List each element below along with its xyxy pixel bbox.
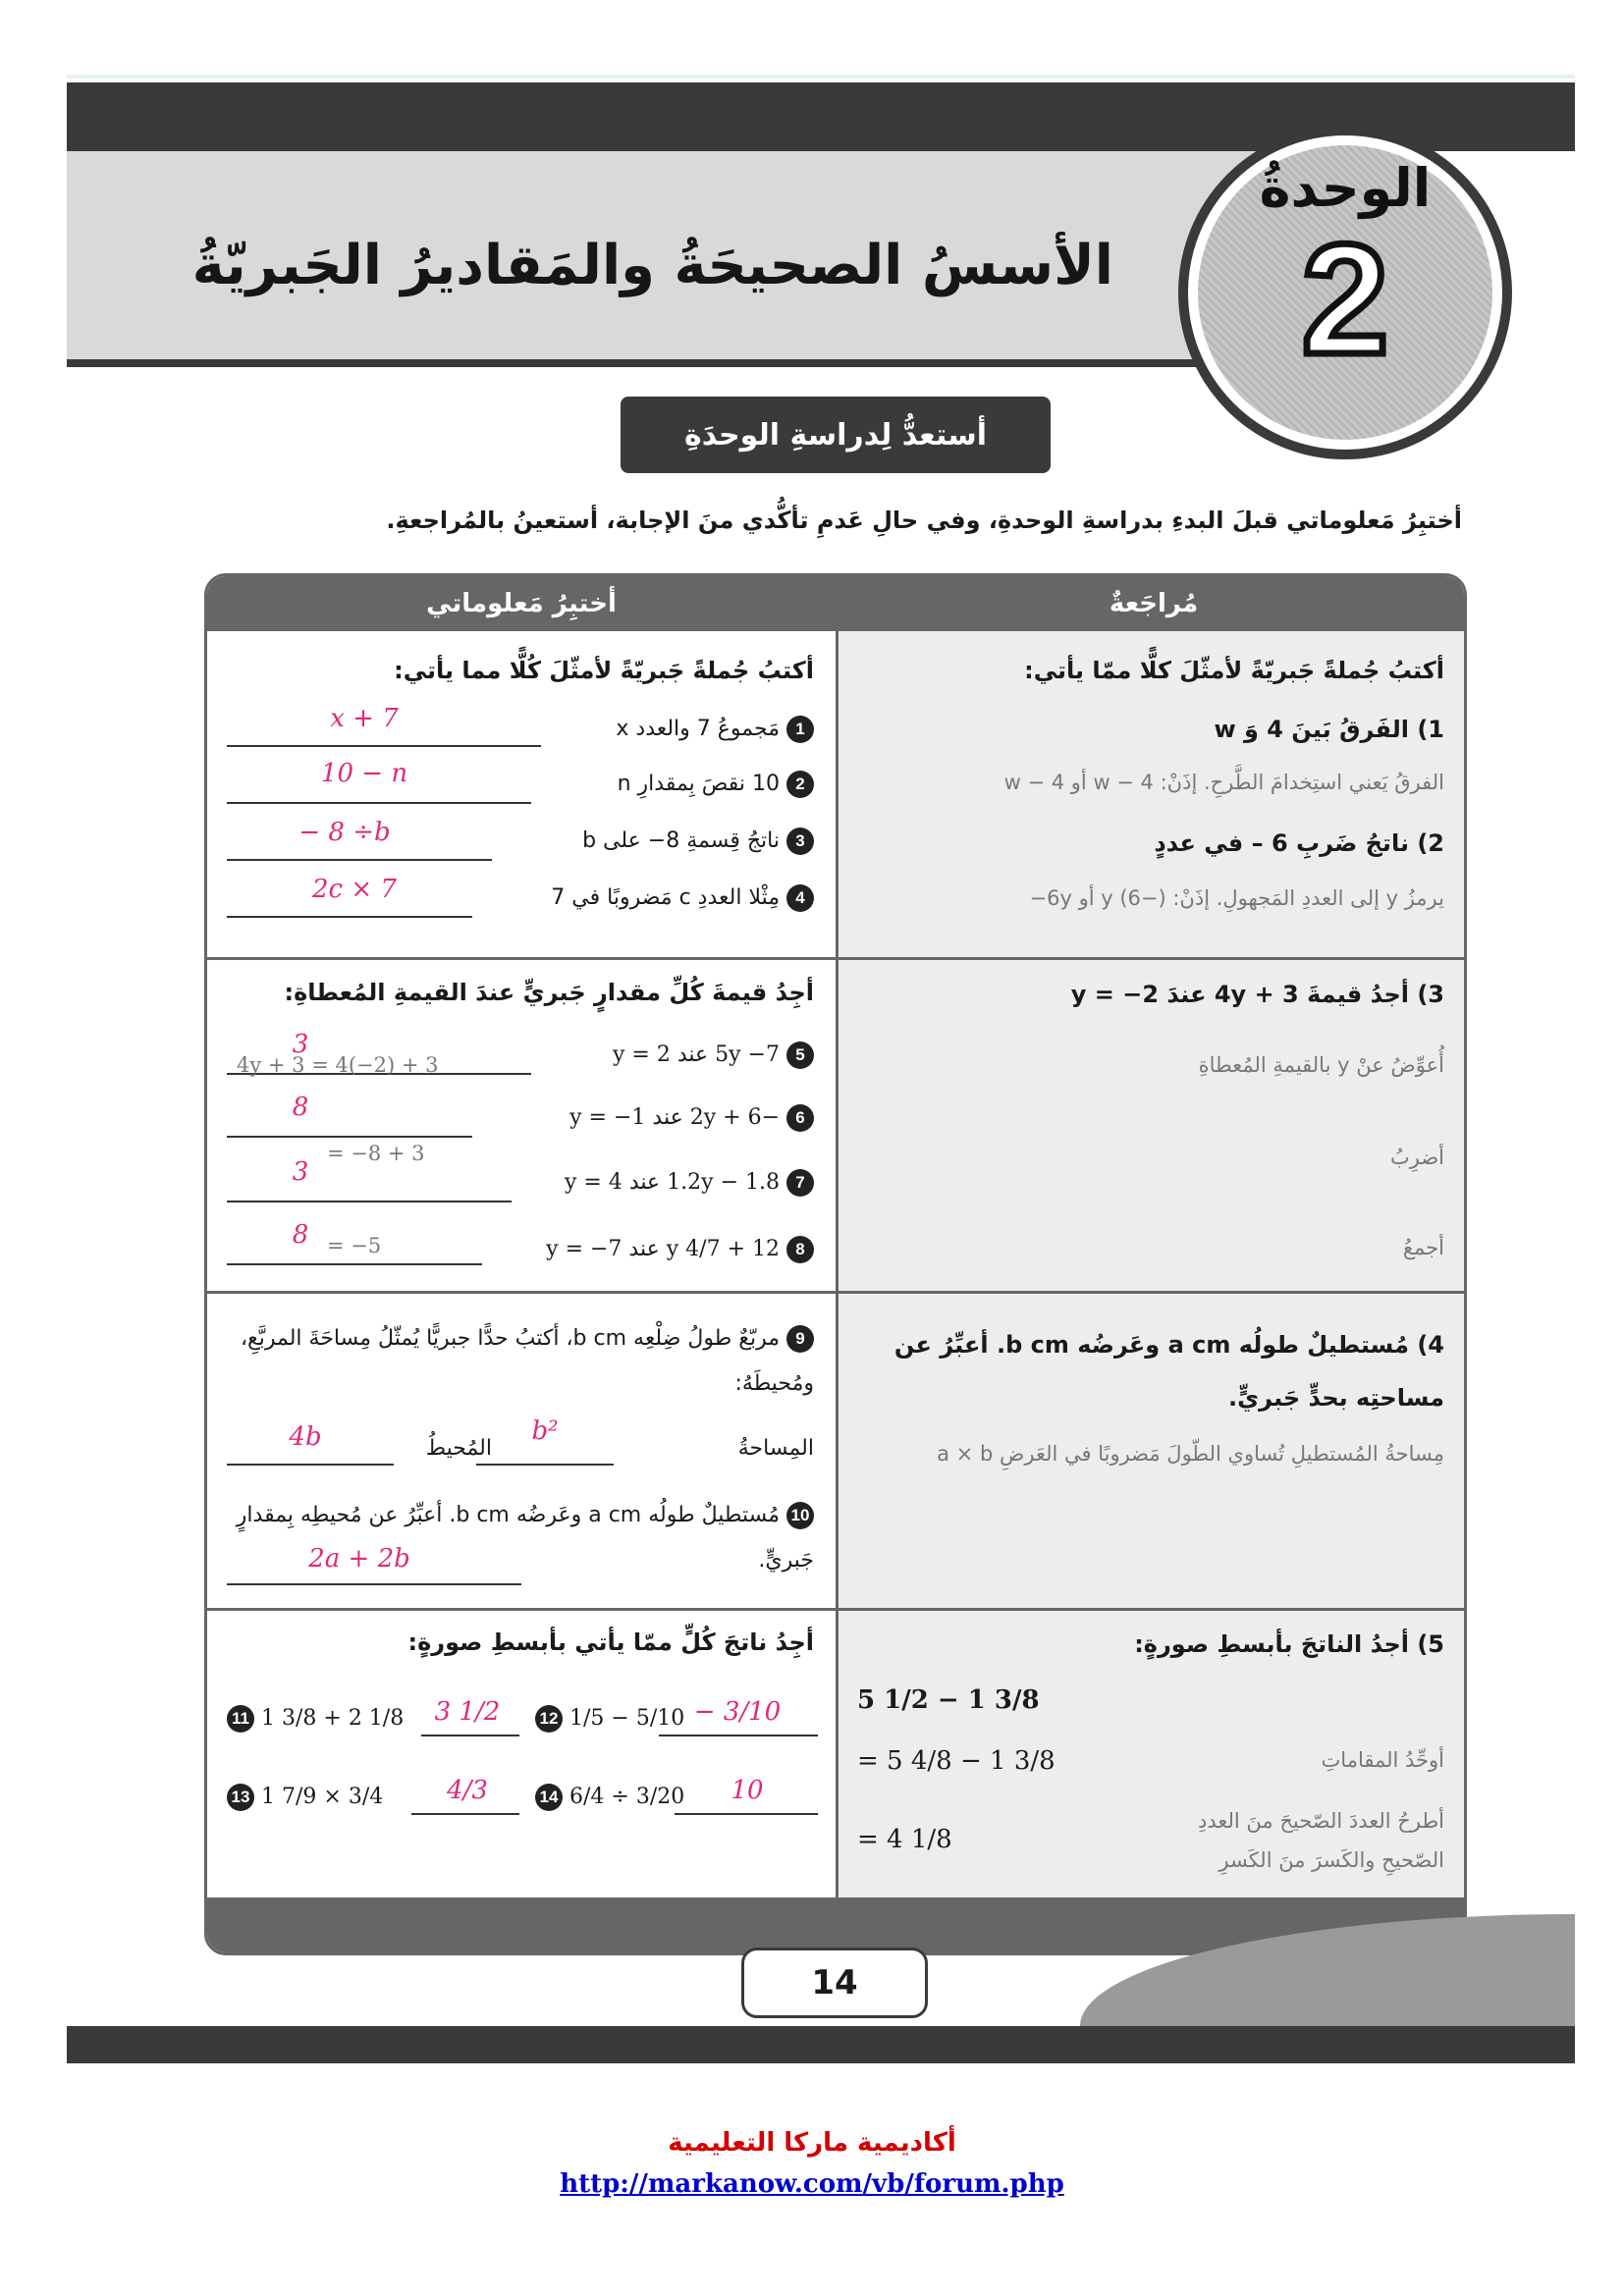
item-text: مَجموعُ 7 والعدد x bbox=[616, 717, 780, 741]
review-5-step-2-label: أطرحُ العددَ الصّحيحَ منَ العددِ الصّحيحِ والكَسرَ منَ الكَسرِ bbox=[1198, 1809, 1444, 1872]
item-text: مربّعٌ طولُ ضِلْعِه b cm، أكتبُ حدًّا جبريًّا يُمثّلُ مِساحَةَ المربَّعِ، ومُحيطَهُ: bbox=[240, 1326, 814, 1396]
unit-word: الوحدةُ bbox=[1259, 157, 1432, 219]
answer-5: 3 bbox=[292, 1030, 309, 1059]
item-text: 1.2y − 1.8 عند y = 4 bbox=[565, 1170, 780, 1195]
item-4 bbox=[551, 884, 814, 912]
header-grey-band-border bbox=[67, 359, 1343, 367]
item-13 bbox=[227, 1784, 383, 1811]
review-5-expr: 5 1/2 − 1 3/8 bbox=[857, 1685, 1040, 1715]
item-number: 10 bbox=[786, 1502, 814, 1529]
answer-line bbox=[227, 1263, 482, 1265]
answer-line bbox=[421, 1735, 519, 1736]
intro-text: أختبِرُ مَعلوماتي قبلَ البدءِ بدراسةِ الوحدةِ، وفي حالِ عَدمِ تأكُّدي منَ الإجابة، أستعينُ بالمُراجعةِ. bbox=[386, 507, 1462, 534]
area-answer: b² bbox=[531, 1416, 559, 1446]
item-number: 4 bbox=[786, 884, 814, 912]
review-1: 1) الفَرقُ بَينَ 4 وَ w bbox=[1214, 716, 1444, 743]
review-3-step-3-label: أجمعُ bbox=[1402, 1236, 1444, 1259]
answer-line bbox=[227, 1583, 521, 1585]
item-14 bbox=[535, 1784, 684, 1811]
item-text: 10 نقصَ بِمقدارِ n bbox=[617, 772, 780, 796]
answer-13: 4/3 bbox=[447, 1776, 488, 1805]
row-divider-1 bbox=[207, 957, 1464, 960]
item-7 bbox=[565, 1169, 814, 1197]
forum-link[interactable]: http://markanow.com/vb/forum.php bbox=[560, 2169, 1064, 2199]
item-12 bbox=[535, 1705, 684, 1733]
ready-label: أستعدُّ لِدراسةِ الوحدَةِ bbox=[621, 397, 1051, 473]
perimeter-answer: 4b bbox=[289, 1422, 322, 1452]
answer-12: − 3/10 bbox=[693, 1697, 782, 1727]
review-3-step-1-expr: 4y + 3 = 4(−2) + 3 bbox=[237, 1053, 439, 1077]
item-text: −2y + 6 عند y = −1 bbox=[569, 1105, 780, 1130]
answer-line bbox=[227, 1201, 512, 1202]
col-left-title: أختبِرُ مَعلوماتي bbox=[426, 589, 617, 618]
item-5 bbox=[613, 1041, 814, 1069]
review-2-note: يرمزُ y إلى العددِ المَجهولِ. إذَنْ: y (6−) أو 6y− bbox=[1029, 886, 1444, 910]
col-right-title: مُراجَعةٌ bbox=[1109, 589, 1199, 618]
sec1-left-question: أكتبُ جُملةً جَبريّةً لأمثّلَ كُلًّا مما يأتي: bbox=[394, 657, 814, 684]
item-1 bbox=[616, 716, 814, 743]
item-text: 5y −7 عند y = 2 bbox=[612, 1042, 780, 1067]
unit-number: 2 bbox=[1301, 211, 1389, 387]
answer-11: 3 1/2 bbox=[434, 1697, 501, 1727]
row-divider-2 bbox=[207, 1291, 1464, 1294]
answer-2: 10 − n bbox=[320, 759, 408, 788]
answer-line bbox=[227, 745, 541, 747]
column-divider bbox=[836, 631, 839, 1897]
answer-line bbox=[227, 1464, 394, 1466]
top-accent-line bbox=[67, 75, 1575, 79]
answer-1: x + 7 bbox=[330, 704, 399, 733]
item-number: 1 bbox=[786, 716, 814, 743]
item-text: ناتجُ قِسمةِ 8− على b bbox=[582, 828, 780, 853]
row-divider-3 bbox=[207, 1608, 1464, 1611]
item-number: 2 bbox=[786, 771, 814, 798]
item-number: 9 bbox=[786, 1325, 814, 1353]
unit-title: الأسسُ الصحيحَةُ والمَقاديرُ الجَبريّةُ bbox=[191, 234, 1113, 297]
review-3-step-2-expr: = −8 + 3 bbox=[327, 1142, 425, 1165]
item-number: 12 bbox=[535, 1705, 563, 1733]
answer-4: 2c × 7 bbox=[312, 875, 397, 904]
answer-3: − 8 ÷b bbox=[298, 818, 391, 847]
review-5-step-2-expr: = 4 1/8 bbox=[857, 1825, 952, 1854]
answer-6: 8 bbox=[292, 1093, 309, 1122]
item-number: 5 bbox=[786, 1041, 814, 1069]
answer-14: 10 bbox=[731, 1776, 764, 1805]
item-2 bbox=[618, 771, 814, 798]
answer-7: 3 bbox=[292, 1157, 309, 1187]
item-11 bbox=[227, 1705, 404, 1733]
answer-10: 2a + 2b bbox=[308, 1544, 410, 1574]
review-4: 4) مُستطيلٌ طولُه a cm وعَرضُه b cm. أعبِّرُ عن مساحتِه بحدٍّ جَبريٍّ. bbox=[893, 1331, 1444, 1412]
review-5-step-1-label: أوحِّدُ المقاماتِ bbox=[1321, 1748, 1444, 1772]
review-3-step-2-label: أضرِبُ bbox=[1389, 1146, 1444, 1169]
item-text: 12 + 4/7 y عند y = −7 bbox=[546, 1237, 780, 1261]
review-4-note: مِساحةُ المُستطيلِ تُساوي الطّولَ مَضروبًا في العَرضِ a × b bbox=[937, 1442, 1444, 1466]
item-number: 11 bbox=[227, 1705, 254, 1733]
sec4-left-question: أجِدُ ناتجَ كُلٍّ ممّا يأتي بأبسطِ صورةٍ: bbox=[407, 1629, 814, 1656]
answer-line bbox=[476, 1464, 614, 1466]
item-number: 3 bbox=[786, 828, 814, 855]
perimeter-label: المُحيطُ bbox=[425, 1436, 492, 1461]
answer-line bbox=[659, 1735, 818, 1736]
review-5-step-1-expr: = 5 4/8 − 1 3/8 bbox=[857, 1746, 1056, 1776]
review-table bbox=[204, 573, 1467, 1955]
answer-line bbox=[227, 916, 472, 918]
item-number: 8 bbox=[786, 1236, 814, 1263]
item-expr: 1/5 − 5/10 bbox=[569, 1706, 685, 1731]
item-number: 14 bbox=[535, 1784, 563, 1811]
item-expr: 6/4 ÷ 3/20 bbox=[569, 1785, 685, 1809]
review-5: 5) أجدُ الناتجَ بأبسطِ صورةٍ: bbox=[1134, 1630, 1444, 1658]
item-3 bbox=[582, 828, 814, 855]
footer-dark-band bbox=[67, 2026, 1575, 2063]
item-number: 7 bbox=[786, 1169, 814, 1197]
page-number: 14 bbox=[741, 1948, 928, 2018]
answer-8: 8 bbox=[292, 1220, 309, 1250]
item-expr: 1 7/9 × 3/4 bbox=[261, 1785, 384, 1809]
item-9 bbox=[225, 1316, 814, 1407]
item-text: مِثْلا العددِ c مَضروبًا في 7 bbox=[551, 885, 780, 910]
answer-line bbox=[227, 1136, 472, 1138]
answer-line bbox=[675, 1813, 818, 1815]
item-8 bbox=[546, 1236, 814, 1263]
item-6 bbox=[569, 1104, 814, 1132]
item-number: 13 bbox=[227, 1784, 254, 1811]
review-3-step-3-expr: = −5 bbox=[327, 1234, 382, 1257]
answer-line bbox=[411, 1813, 519, 1815]
item-text: مُستطيلٌ طولُه a cm وعَرضُه b cm. أعبِّرُ عن مُحيطِه بِمقدارٍ جَبريٍّ. bbox=[236, 1503, 814, 1573]
answer-line bbox=[227, 859, 492, 861]
area-label: المِساحةُ bbox=[737, 1436, 814, 1461]
review-3: 3) أجدُ قيمةَ 3 + 4y عندَ 2− = y bbox=[1070, 981, 1444, 1008]
sec1-right-question: أكتبُ جُملةً جَبريّةً لأمثّلَ كلًّا ممّا يأتي: bbox=[1024, 657, 1444, 684]
item-expr: 1 3/8 + 2 1/8 bbox=[261, 1706, 405, 1731]
review-3-step-1-label: أُعوِّضُ عنْ y بالقيمةِ المُعطاةِ bbox=[1198, 1053, 1444, 1077]
review-1-note: الفرقُ يَعني استِخدامَ الطَّرحِ. إذَنْ: w − 4 أو w − 4 bbox=[1003, 771, 1444, 794]
academy-name: أكاديمية ماركا التعليمية bbox=[668, 2128, 956, 2158]
answer-line bbox=[227, 802, 531, 804]
review-2: 2) ناتجُ ضَربِ 6 – في عددٍ bbox=[1154, 829, 1444, 857]
item-number: 6 bbox=[786, 1104, 814, 1132]
sec2-left-question: أجِدُ قيمةَ كُلِّ مقدارٍ جَبريٍّ عندَ القيمةِ المُعطاةِ: bbox=[284, 979, 814, 1006]
